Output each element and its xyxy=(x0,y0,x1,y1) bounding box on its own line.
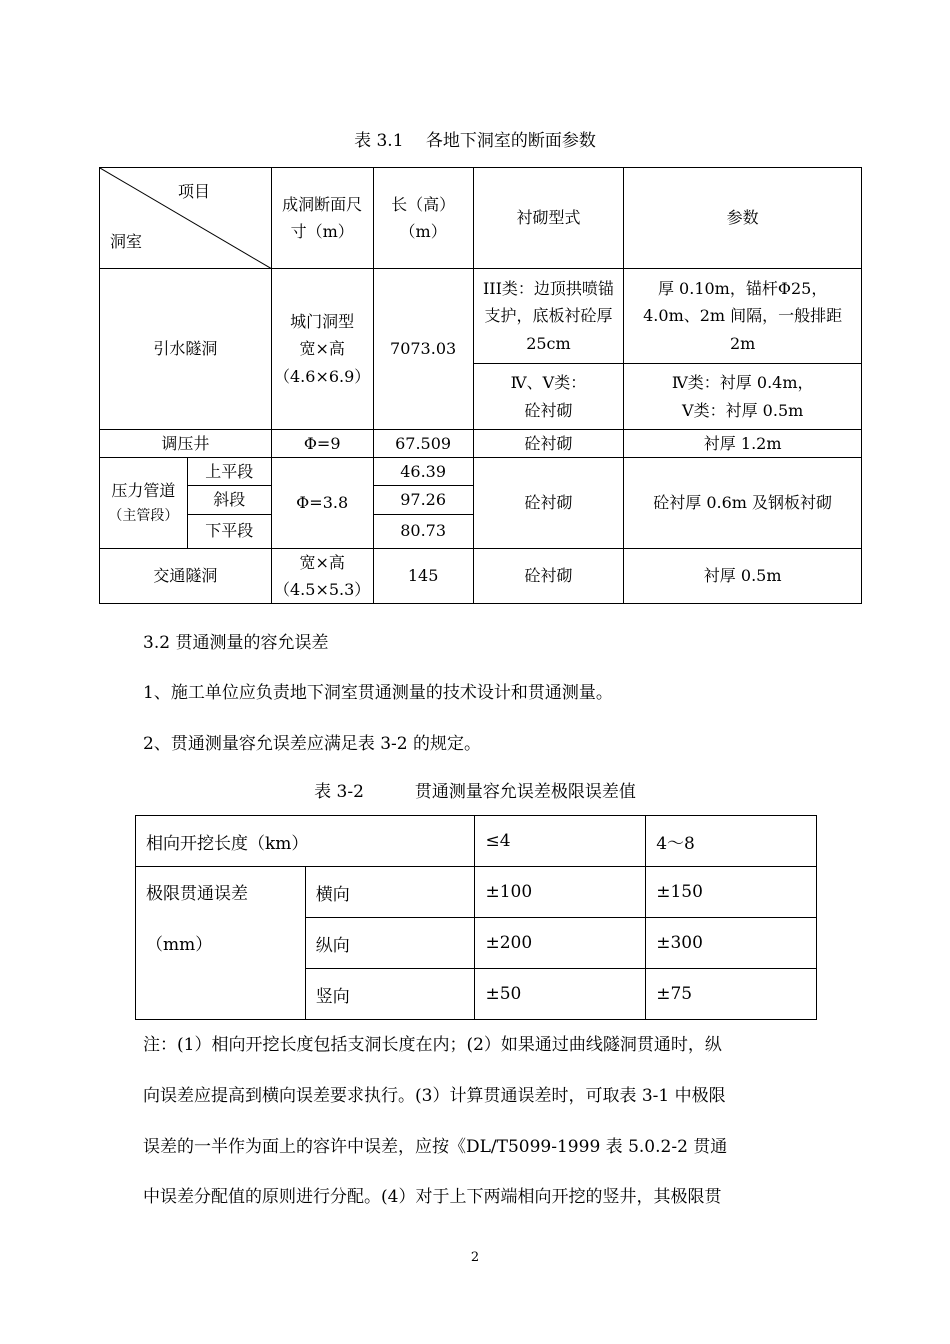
row-param-yinshui-b: Ⅳ类：衬厚 0.4m， Ⅴ类：衬厚 0.5m xyxy=(624,364,862,430)
row-length-yali-3: 80.73 xyxy=(373,514,473,548)
header-parameters: 参数 xyxy=(624,168,862,269)
row-length-yali-1: 46.39 xyxy=(373,458,473,486)
row-name-tiaoya: 调压井 xyxy=(100,430,272,458)
row-name-yinshui: 引水隧洞 xyxy=(100,269,272,430)
row-length-tiaoya: 67.509 xyxy=(373,430,473,458)
row-type-tiaoya: 砼衬砌 xyxy=(473,430,624,458)
limit-error-label: 极限贯通误差 （mm） xyxy=(136,867,306,1020)
section-parameters-table xyxy=(99,167,862,604)
header-length: 长（高）（m） xyxy=(373,168,473,269)
row-name-yali: 压力管道 （主管段） xyxy=(100,458,188,548)
row-sub-yali-2: 斜段 xyxy=(187,486,271,514)
value-horizontal-1: ±100 xyxy=(475,867,646,918)
row-size-tiaoya: Φ=9 xyxy=(271,430,373,458)
direction-longitudinal: 纵向 xyxy=(305,918,475,969)
value-longitudinal-2: ±300 xyxy=(646,918,817,969)
section-heading: 3.2 贯通测量的容允误差 xyxy=(143,633,329,653)
row-type-yali: 砼衬砌 xyxy=(473,458,624,548)
row-size-jiaotong: 宽×高 （4.5×5.3） xyxy=(271,548,373,603)
section-item-2: 2、贯通测量容允误差应满足表 3-2 的规定。 xyxy=(143,734,481,754)
row-length-yinshui: 7073.03 xyxy=(373,269,473,430)
header-item-label: 项目 xyxy=(178,182,211,201)
value-vertical-2: ±75 xyxy=(646,969,817,1020)
row-type-yinshui-b: Ⅳ、Ⅴ类： 砼衬砌 xyxy=(473,364,624,430)
header-room-label: 洞室 xyxy=(110,232,143,251)
direction-vertical: 竖向 xyxy=(305,969,475,1020)
value-longitudinal-1: ±200 xyxy=(475,918,646,969)
row-size-yinshui: 城门洞型 宽×高 （4.6×6.9） xyxy=(271,269,373,430)
header-range-1: ≤4 xyxy=(475,816,646,867)
row-param-yali: 砼衬厚 0.6m 及钢板衬砌 xyxy=(624,458,862,548)
row-param-yinshui-a: 厚 0.10m，锚杆Φ25，4.0m、2m 间隔，一般排距 2m xyxy=(624,269,862,364)
diagonal-header-cell xyxy=(100,168,272,269)
header-lining-type: 衬砌型式 xyxy=(473,168,624,269)
note-line-2: 向误差应提高到横向误差要求执行。(3）计算贯通误差时，可取表 3-1 中极限 xyxy=(143,1086,726,1106)
header-excavation-length: 相向开挖长度（km） xyxy=(136,816,475,867)
table1-caption: 表 3.1 各地下洞室的断面参数 xyxy=(354,131,596,151)
page-number: 2 xyxy=(470,1250,480,1265)
row-sub-yali-1: 上平段 xyxy=(187,458,271,486)
direction-horizontal: 横向 xyxy=(305,867,475,918)
row-length-yali-2: 97.26 xyxy=(373,486,473,514)
note-line-4: 中误差分配值的原则进行分配。(4）对于上下两端相向开挖的竖井，其极限贯 xyxy=(143,1187,722,1207)
tolerance-table xyxy=(135,815,817,1020)
header-range-2: 4～8 xyxy=(646,816,817,867)
row-size-yali: Φ=3.8 xyxy=(271,458,373,548)
row-type-jiaotong: 砼衬砌 xyxy=(473,548,624,603)
table2-caption: 表 3-2 贯通测量容允误差极限误差值 xyxy=(314,782,636,802)
note-line-3: 误差的一半作为面上的容许中误差，应按《DL/T5099-1999 表 5.0.2-2 贯通 xyxy=(143,1137,728,1157)
row-param-tiaoya: 衬厚 1.2m xyxy=(624,430,862,458)
row-length-jiaotong: 145 xyxy=(373,548,473,603)
value-vertical-1: ±50 xyxy=(475,969,646,1020)
row-type-yinshui-a: III类：边顶拱喷锚支护，底板衬砼厚 25cm xyxy=(473,269,624,364)
header-section-size: 成洞断面尺寸（m） xyxy=(271,168,373,269)
row-sub-yali-3: 下平段 xyxy=(187,514,271,548)
row-name-jiaotong: 交通隧洞 xyxy=(100,548,272,603)
note-line-1: 注：(1）相向开挖长度包括支洞长度在内；(2）如果通过曲线隧洞贯通时，纵 xyxy=(143,1035,722,1055)
section-item-1: 1、施工单位应负责地下洞室贯通测量的技术设计和贯通测量。 xyxy=(143,683,613,703)
value-horizontal-2: ±150 xyxy=(646,867,817,918)
row-param-jiaotong: 衬厚 0.5m xyxy=(624,548,862,603)
